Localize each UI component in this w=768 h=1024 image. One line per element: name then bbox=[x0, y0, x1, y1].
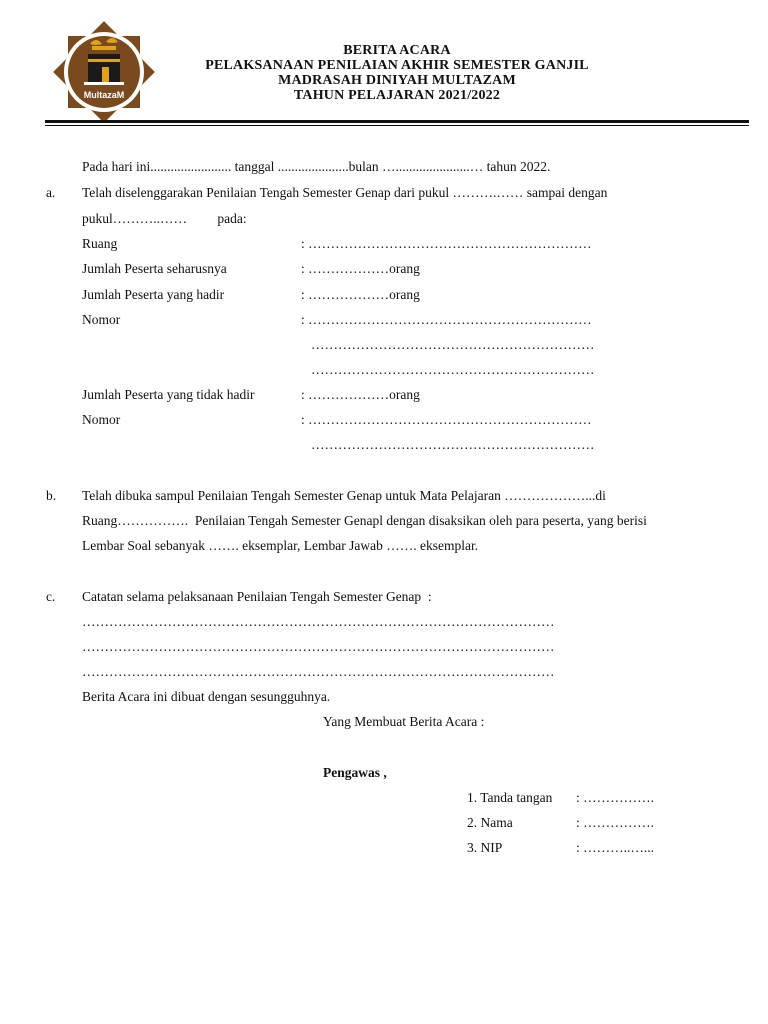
header-rule-thick bbox=[45, 120, 749, 123]
nip-label: 3. NIP bbox=[467, 840, 503, 855]
field-value-continuation: ……………………………………………………… bbox=[311, 337, 595, 352]
closing-statement: Berita Acara ini dibuat dengan sesungguhnya. bbox=[82, 689, 331, 704]
name-value: : ……………. bbox=[576, 815, 655, 830]
header-title: BERITA ACARA bbox=[343, 43, 451, 58]
field-label: Jumlah Peserta seharusnya bbox=[82, 261, 227, 276]
field-value: : ………………orang bbox=[301, 387, 420, 402]
field-value-continuation: ……………………………………………………… bbox=[311, 362, 595, 377]
signature-label: 1. Tanda tangan bbox=[467, 790, 553, 805]
section-b-line1: Telah dibuka sampul Penilaian Tengah Semester Genap untuk Mata Pelajaran ………………...di bbox=[82, 488, 606, 503]
field-value-continuation: ……………………………………………………… bbox=[311, 437, 595, 452]
header-school: MADRASAH DINIYAH MULTAZAM bbox=[278, 73, 516, 88]
header-subtitle: PELAKSANAAN PENILAIAN AKHIR SEMESTER GANJIL bbox=[205, 58, 589, 73]
intro-line: Pada hari ini........................ tanggal .....................bulan …......................… tahun 2022. bbox=[82, 159, 551, 174]
field-value: : ……………………………………………………… bbox=[301, 312, 592, 327]
field-label: Nomor bbox=[82, 412, 121, 427]
maker-label: Yang Membuat Berita Acara : bbox=[323, 714, 485, 729]
field-value: : ……………………………………………………… bbox=[301, 412, 592, 427]
document-header bbox=[170, 43, 624, 103]
nip-value: : ………..…... bbox=[576, 840, 655, 855]
field-label: Jumlah Peserta yang tidak hadir bbox=[82, 387, 255, 402]
field-value: : ………………orang bbox=[301, 261, 420, 276]
pengawas-label: Pengawas , bbox=[323, 765, 387, 780]
name-label: 2. Nama bbox=[467, 815, 513, 830]
madrasah-logo bbox=[50, 18, 158, 126]
field-label: Jumlah Peserta yang hadir bbox=[82, 287, 225, 302]
kaaba-icon bbox=[84, 54, 124, 85]
header-rule-thin bbox=[45, 125, 749, 126]
field-label: Ruang bbox=[82, 236, 118, 251]
section-a-letter: a. bbox=[46, 185, 56, 200]
section-a-line1: Telah diselenggarakan Penilaian Tengah Semester Genap dari pukul ……….…… sampai dengan bbox=[82, 185, 608, 200]
field-value: : ………………orang bbox=[301, 287, 420, 302]
notes-line: …………………………………………………………………………………………… bbox=[82, 614, 555, 629]
section-b-line2: Ruang……………. Penilaian Tengah Semester Genapl dengan disaksikan oleh para peserta, yang berisi bbox=[82, 513, 647, 528]
section-c-letter: c. bbox=[46, 589, 56, 604]
section-a-line2: pukul………..…… pada: bbox=[82, 211, 247, 226]
section-c-line1: Catatan selama pelaksanaan Penilaian Tengah Semester Genap : bbox=[82, 589, 432, 604]
field-value: : ……………………………………………………… bbox=[301, 236, 592, 251]
logo-text: MultazaM bbox=[83, 90, 125, 100]
notes-line: …………………………………………………………………………………………… bbox=[82, 664, 555, 679]
notes-line: …………………………………………………………………………………………… bbox=[82, 639, 555, 654]
field-label: Nomor bbox=[82, 312, 121, 327]
header-year: TAHUN PELAJARAN 2021/2022 bbox=[293, 88, 501, 103]
section-b-letter: b. bbox=[46, 488, 57, 503]
signature-value: : ……………. bbox=[576, 790, 655, 805]
section-b-line3: Lembar Soal sebanyak ……. eksemplar, Lembar Jawab ……. eksemplar. bbox=[82, 538, 479, 553]
